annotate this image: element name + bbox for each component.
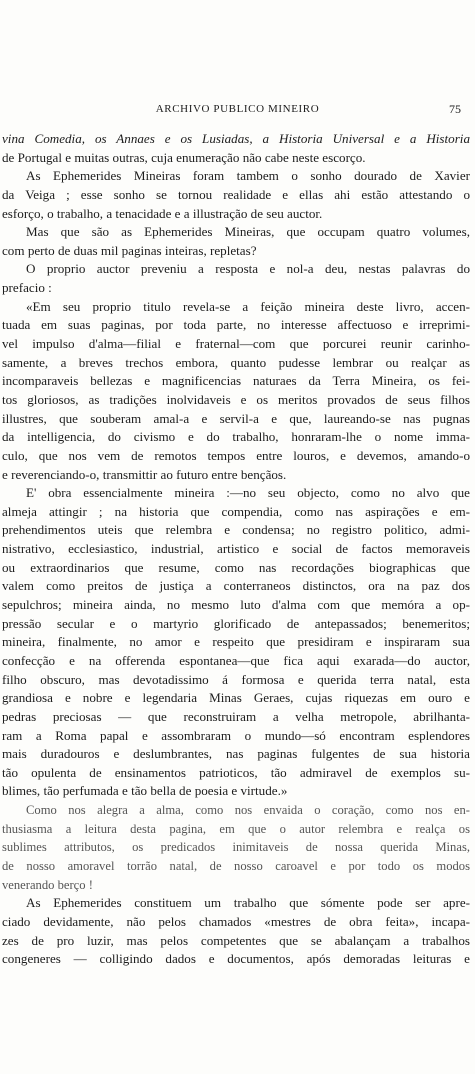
- text-line: prehendimentos uteis que relembra e condensa; no registro politico, admi-: [2, 522, 470, 538]
- text-line: vina Comedia, os Annaes e os Lusiadas, a Historia Universal e a Historia: [2, 131, 470, 146]
- text-line: As Ephemerides constituem um trabalho que sómente pode ser apre-: [26, 895, 470, 911]
- text-line: zes de pro luzir, mas pelos competentes que se abalançam a trabalhos: [2, 932, 470, 948]
- text-line: confecção e na offerenda espontanea—que fica aqui exarada—do auctor,: [2, 652, 470, 668]
- text-line: tos gloriosos, as tradições inolvidaveis e os meritos provados de seus filhos: [2, 391, 470, 407]
- text-line: incomparaveis bellezas e magnificencias naturaes da Terra Mineira, os fei-: [2, 373, 470, 389]
- text-line: tão opulenta de ensinamentos patrioticos, tão admiravel de exemplos su-: [2, 764, 470, 780]
- body-text: [0, 130, 470, 969]
- text-line: illustres, que souberam amal-a e servil-a e que, laureando-se nas pugnas: [2, 410, 470, 426]
- text-line: sepulchros; mineira ainda, no mesmo luto d'alma com que memóra a op-: [2, 597, 470, 613]
- text-line: almeja attingir ; na historia que compendia, como nas aspirações e em-: [2, 503, 470, 519]
- text-line: vel impulso d'alma—filial e fraternal—com que porcurei reunir carinho-: [2, 336, 470, 352]
- running-title: ARCHIVO PUBLICO MINEIRO: [155, 103, 320, 115]
- text-line: Como nos alegra a alma, como nos envaida o coração, como nos en-: [26, 803, 470, 818]
- text-line: esforço, o trabalho, a tenacidade e a illustração de seu auctor.: [2, 205, 323, 221]
- text-line: sublimes attributos, os predicados inimitaveis de nossa querida Minas,: [2, 840, 470, 855]
- text-line: pedras preciosas — que reconstruiram a velha metropole, abrilhanta-: [2, 708, 470, 724]
- text-line: grandiosa e nobre e legendaria Minas Geraes, cujas riquezas em ouro e: [2, 690, 470, 706]
- text-line: blimes, tão perfumada e tão bella de poesia e virtude.»: [2, 783, 288, 799]
- text-line: de nosso amoravel torrão natal, de nosso caroavel e por todo os modos: [2, 858, 470, 873]
- text-line: pressão secular e o martyrio glorificado de antepassados; benemeritos;: [2, 615, 470, 631]
- text-line: As Ephemerides Mineiras foram tambem o sonho dourado de Xavier: [26, 168, 470, 184]
- text-line: venerando berço !: [2, 877, 93, 892]
- text-line: da intelligencia, do civismo e do trabalho, honraram-lhe o nome imma-: [2, 429, 470, 445]
- text-line: prefacio :: [2, 280, 52, 296]
- text-line: valem como preitos de justiça a conterraneos distinctos, ora na paz dos: [2, 578, 470, 594]
- text-line: culo, que nos vem de remotos tempos entre louros, e devemos, amando-o: [2, 447, 470, 463]
- page-header: [0, 103, 475, 119]
- text-line: de Portugal e muitas outras, cuja enumeração não cabe neste escorço.: [2, 149, 366, 165]
- text-line: congeneres — colligindo dados e documentos, após demoradas leituras e: [2, 951, 470, 967]
- text-line: E' obra essencialmente mineira :—no seu objecto, como no alvo que: [26, 485, 470, 501]
- text-line: e reverenciando-o, transmittir ao futuro entre bençãos.: [2, 466, 287, 482]
- text-line: thusiasma a leitura desta pagina, em que o autor relembra e realça os: [2, 821, 470, 836]
- text-line: ram a Roma papal e assombraram o mundo—só encontram esplendores: [2, 727, 470, 743]
- text-line: ou extraordinarios que resume, como nas recordações biographicas que: [2, 559, 470, 575]
- text-line: com perto de duas mil paginas inteiras, repletas?: [2, 242, 257, 258]
- text-line: Mas que são as Ephemerides Mineiras, que occupam quatro volumes,: [26, 224, 470, 240]
- text-line: da Veiga ; esse sonho se tornou realidade e ellas ahi estão attestando o: [2, 186, 470, 202]
- text-line: samente, a breves trechos embora, quanto pudesse lembrar ou realçar as: [2, 354, 470, 370]
- text-line: O proprio auctor preveniu a resposta e nol-a deu, nestas palavras do: [26, 261, 470, 277]
- text-line: mais duradouros e deslumbrantes, nas paginas fulgentes de sua historia: [2, 746, 470, 762]
- text-line: ciado devidamente, não pelos chamados «mestres de obra feita», incapa-: [2, 913, 470, 929]
- text-line: tuada em suas paginas, por toda parte, no interesse affectuoso e irreprimi-: [2, 317, 470, 333]
- text-line: nistrativo, ecclesiastico, industrial, artistico e social de factos memoraveis: [2, 541, 470, 557]
- text-line: filho obscuro, mas devotadissimo á formosa e querida terra natal, esta: [2, 671, 470, 687]
- page-number: 75: [449, 102, 461, 116]
- text-line: mineira, finalmente, no amor e respeito que presidiram e inspiraram sua: [2, 634, 470, 650]
- text-line: «Em seu proprio titulo revela-se a feição mineira deste livro, accen-: [26, 298, 470, 314]
